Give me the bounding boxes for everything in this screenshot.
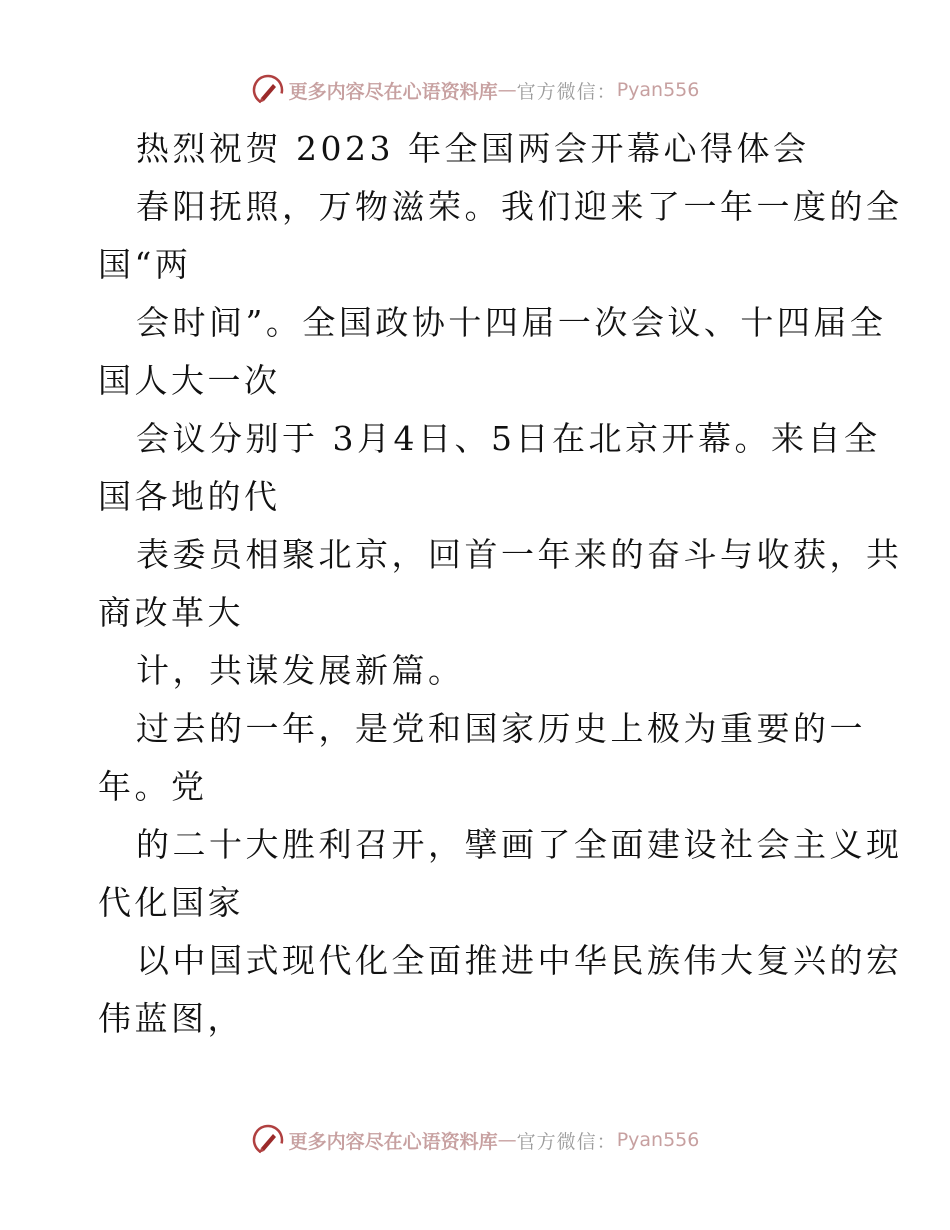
text-line: 以中国式现代化全面推进中华民族伟大复兴的宏 <box>136 941 903 980</box>
watermark-dash: — <box>497 1129 517 1151</box>
text-line: 表委员相聚北京，回首一年来的奋斗与收获，共 <box>136 535 903 574</box>
text-line: 过去的一年，是党和国家历史上极为重要的一 <box>136 709 866 748</box>
text-line: 春阳抚照，万物滋荣。我们迎来了一年一度的全 <box>136 187 903 226</box>
watermark-main-text: 更多内容尽在心语资料库 <box>288 80 498 103</box>
text-line: 会时间”。全国政协十四届一次会议、十四届全 <box>136 303 887 342</box>
text-line: 国各地的代 <box>98 477 281 516</box>
text-line: 的二十大胜利召开，擘画了全面建设社会主义现 <box>136 825 903 864</box>
text-line: 代化国家 <box>98 883 244 922</box>
text-line: 伟蓝图， <box>98 999 244 1038</box>
text-line: 国“两 <box>98 245 192 284</box>
watermark-id: Pyan556 <box>616 79 700 101</box>
watermark-sub-text: 官方微信： <box>516 1130 617 1153</box>
pen-logo-icon <box>251 1123 285 1157</box>
watermark-id: Pyan556 <box>616 1129 700 1151</box>
pen-logo-icon <box>251 73 285 107</box>
text-line: 会议分别于 3月4日、5日在北京开幕。来自全 <box>136 419 881 458</box>
text-line: 计，共谋发展新篇。 <box>136 651 465 690</box>
header-watermark <box>0 70 950 110</box>
text-line: 年。党 <box>98 767 208 806</box>
text-line: 商改革大 <box>98 593 244 632</box>
document-title: 热烈祝贺 2023 年全国两会开幕心得体会 <box>136 129 810 168</box>
text-line: 国人大一次 <box>98 361 281 400</box>
footer-watermark <box>0 1120 950 1160</box>
watermark-dash: — <box>497 79 517 101</box>
watermark-main-text: 更多内容尽在心语资料库 <box>288 1130 498 1153</box>
document-body <box>98 120 903 1048</box>
watermark-sub-text: 官方微信： <box>516 80 617 103</box>
